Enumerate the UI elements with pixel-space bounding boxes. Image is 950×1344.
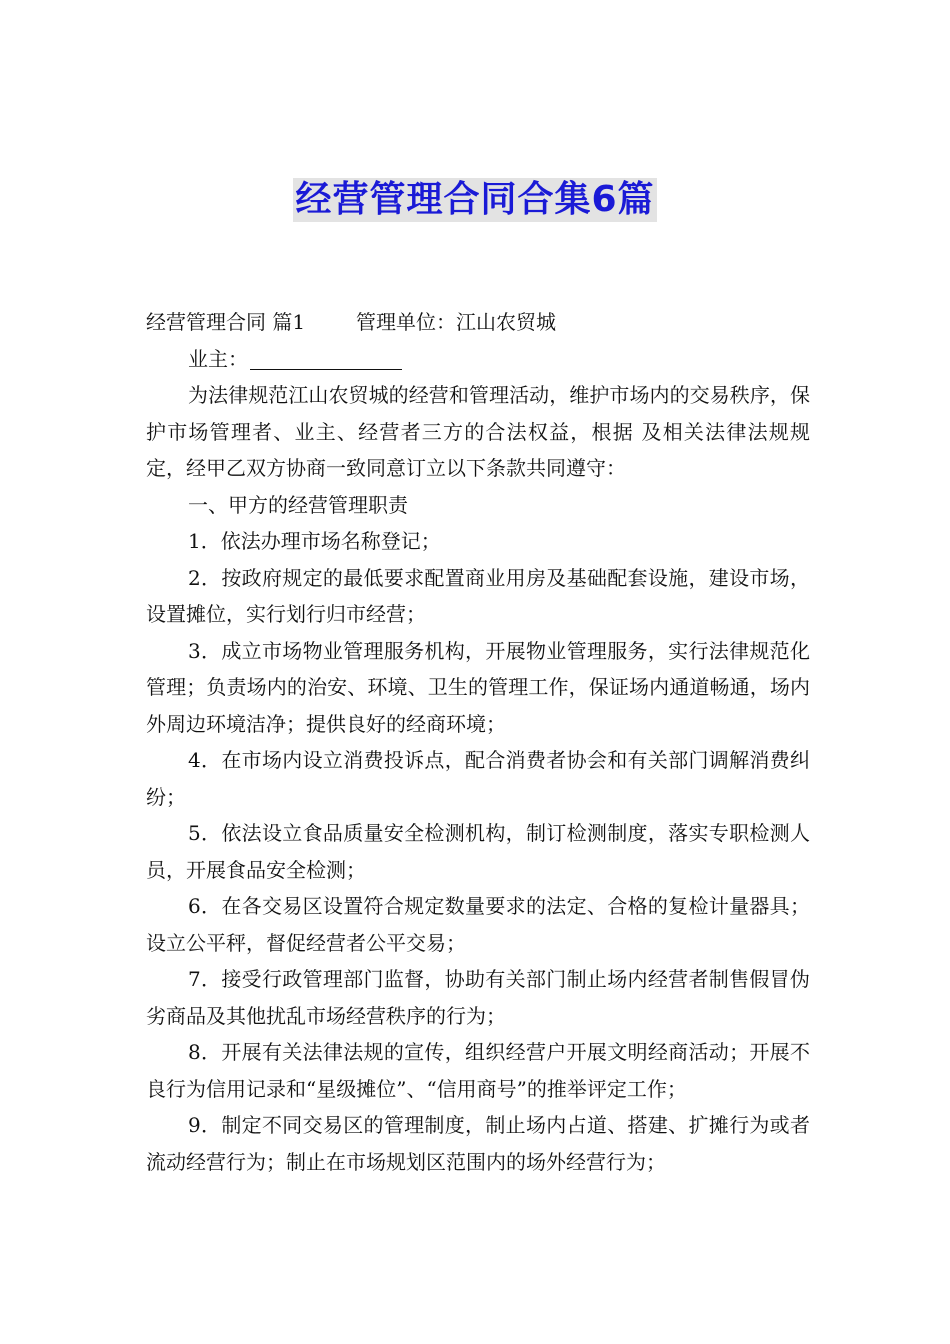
management-unit: 管理单位：江山农贸城	[355, 310, 556, 334]
contract-number: 经营管理合同 篇1	[146, 310, 306, 334]
document-title: 经营管理合同合集6篇	[295, 179, 655, 220]
owner-blank	[250, 347, 402, 370]
title-wrap	[0, 178, 950, 222]
clause-7: 7．接受行政管理部门监督，协助有关部门制止场内经营者制售假冒伪劣商品及其他扰乱市场经营秩序的行为；	[146, 967, 810, 1028]
clause-6: 6．在各交易区设置符合规定数量要求的法定、合格的复检计量器具；设立公平秤，督促经营者公平交易；	[146, 894, 810, 955]
owner-line	[146, 341, 810, 378]
clause-2: 2．按政府规定的最低要求配置商业用房及基础配套设施，建设市场，设置摊位，实行划行归市经营；	[146, 565, 810, 626]
clause-4: 4．在市场内设立消费投诉点，配合消费者协会和有关部门调解消费纠纷；	[146, 748, 810, 809]
clause-8: 8．开展有关法律法规的宣传，组织经营户开展文明经商活动；开展不良行为信用记录和“星级摊位”、“信用商号”的推举评定工作；	[146, 1040, 810, 1101]
header-line	[146, 304, 810, 341]
clause-5: 5．依法设立食品质量安全检测机构，制订检测制度，落实专职检测人员，开展食品安全检测；	[146, 821, 810, 882]
clause-3: 3．成立市场物业管理服务机构，开展物业管理服务，实行法律规范化管理；负责场内的治安、环境、卫生的管理工作，保证场内通道畅通，场内外周边环境洁净；提供良好的经商环境；	[146, 638, 810, 736]
clause-1: 1．依法办理市场名称登记；	[188, 529, 441, 553]
owner-label: 业主：	[188, 346, 248, 371]
paragraph-intro: 为法律规范江山农贸城的经营和管理活动，维护市场内的交易秩序，保护市场管理者、业主、经营者三方的合法权益，根据 及相关法律法规规定，经甲乙双方协商一致同意订立以下条款共同遵守：	[146, 383, 810, 480]
document-body	[146, 304, 810, 1180]
section-heading: 一、甲方的经营管理职责	[188, 492, 408, 517]
clause-9: 9．制定不同交易区的管理制度，制止场内占道、搭建、扩摊行为或者流动经营行为；制止在市场规划区范围内的场外经营行为；	[146, 1113, 810, 1174]
